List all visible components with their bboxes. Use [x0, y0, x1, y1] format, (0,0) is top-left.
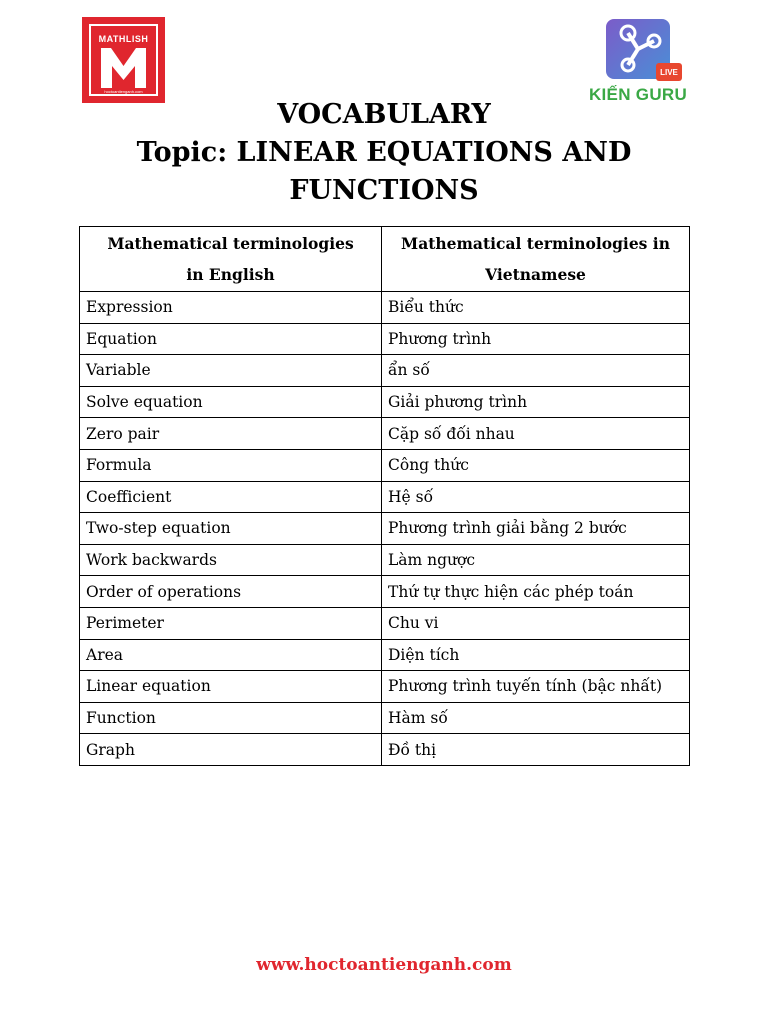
- table-row: [80, 671, 690, 703]
- table-row: [80, 734, 690, 766]
- english-term: Variable: [80, 355, 382, 387]
- mathlish-logo-text: MATHLISH: [98, 34, 149, 44]
- table-row: [80, 702, 690, 734]
- table-row: [80, 292, 690, 324]
- english-term: Formula: [80, 449, 382, 481]
- vietnamese-term: Đồ thị: [382, 734, 690, 766]
- vietnamese-term: Chu vi: [382, 607, 690, 639]
- vietnamese-term: Diện tích: [382, 639, 690, 671]
- kienguru-logo: [588, 17, 688, 107]
- vietnamese-term: ẩn số: [382, 355, 690, 387]
- vietnamese-term: Phương trình giải bằng 2 bước: [382, 513, 690, 545]
- english-term: Linear equation: [80, 671, 382, 703]
- table-row: [80, 323, 690, 355]
- table-row: [80, 576, 690, 608]
- vietnamese-term: Phương trình: [382, 323, 690, 355]
- vietnamese-term: Hệ số: [382, 481, 690, 513]
- english-term: Graph: [80, 734, 382, 766]
- english-term: Area: [80, 639, 382, 671]
- column-header-english: Mathematical terminologies in English: [80, 227, 382, 292]
- table-row: [80, 418, 690, 450]
- table-row: [80, 386, 690, 418]
- english-term: Equation: [80, 323, 382, 355]
- table-row: [80, 449, 690, 481]
- vietnamese-term: Giải phương trình: [382, 386, 690, 418]
- vietnamese-term: Phương trình tuyến tính (bậc nhất): [382, 671, 690, 703]
- english-term: Expression: [80, 292, 382, 324]
- column-header-vietnamese: Mathematical terminologies in Vietnamese: [382, 227, 690, 292]
- vietnamese-term: Công thức: [382, 449, 690, 481]
- vietnamese-term: Làm ngược: [382, 544, 690, 576]
- live-badge: LIVE: [656, 63, 682, 81]
- english-term: Order of operations: [80, 576, 382, 608]
- table-header-row: [80, 227, 690, 292]
- footer-website-link[interactable]: www.hoctoantienganh.com: [256, 955, 512, 975]
- english-term: Work backwards: [80, 544, 382, 576]
- table-row: [80, 513, 690, 545]
- english-term: Solve equation: [80, 386, 382, 418]
- vietnamese-term: Biểu thức: [382, 292, 690, 324]
- table-row: [80, 544, 690, 576]
- title-line-3: FUNCTIONS: [289, 175, 479, 206]
- english-term: Zero pair: [80, 418, 382, 450]
- title-line-2: Topic: LINEAR EQUATIONS AND: [136, 137, 632, 168]
- table-row: [80, 639, 690, 671]
- kienguru-logo-text: KIẾN GURU: [588, 85, 688, 104]
- title-line-1: VOCABULARY: [277, 99, 491, 130]
- table-row: [80, 355, 690, 387]
- vietnamese-term: Hàm số: [382, 702, 690, 734]
- vietnamese-term: Cặp số đối nhau: [382, 418, 690, 450]
- table-row: [80, 481, 690, 513]
- mathlish-logo: [82, 17, 165, 103]
- english-term: Perimeter: [80, 607, 382, 639]
- english-term: Two-step equation: [80, 513, 382, 545]
- mathlish-logo-site: hoctoantienganh.com: [104, 89, 143, 94]
- english-term: Coefficient: [80, 481, 382, 513]
- vietnamese-term: Thứ tự thực hiện các phép toán: [382, 576, 690, 608]
- vocabulary-table: [79, 226, 690, 766]
- english-term: Function: [80, 702, 382, 734]
- table-row: [80, 607, 690, 639]
- m-letter-icon: [99, 46, 148, 90]
- page-title: [100, 96, 668, 210]
